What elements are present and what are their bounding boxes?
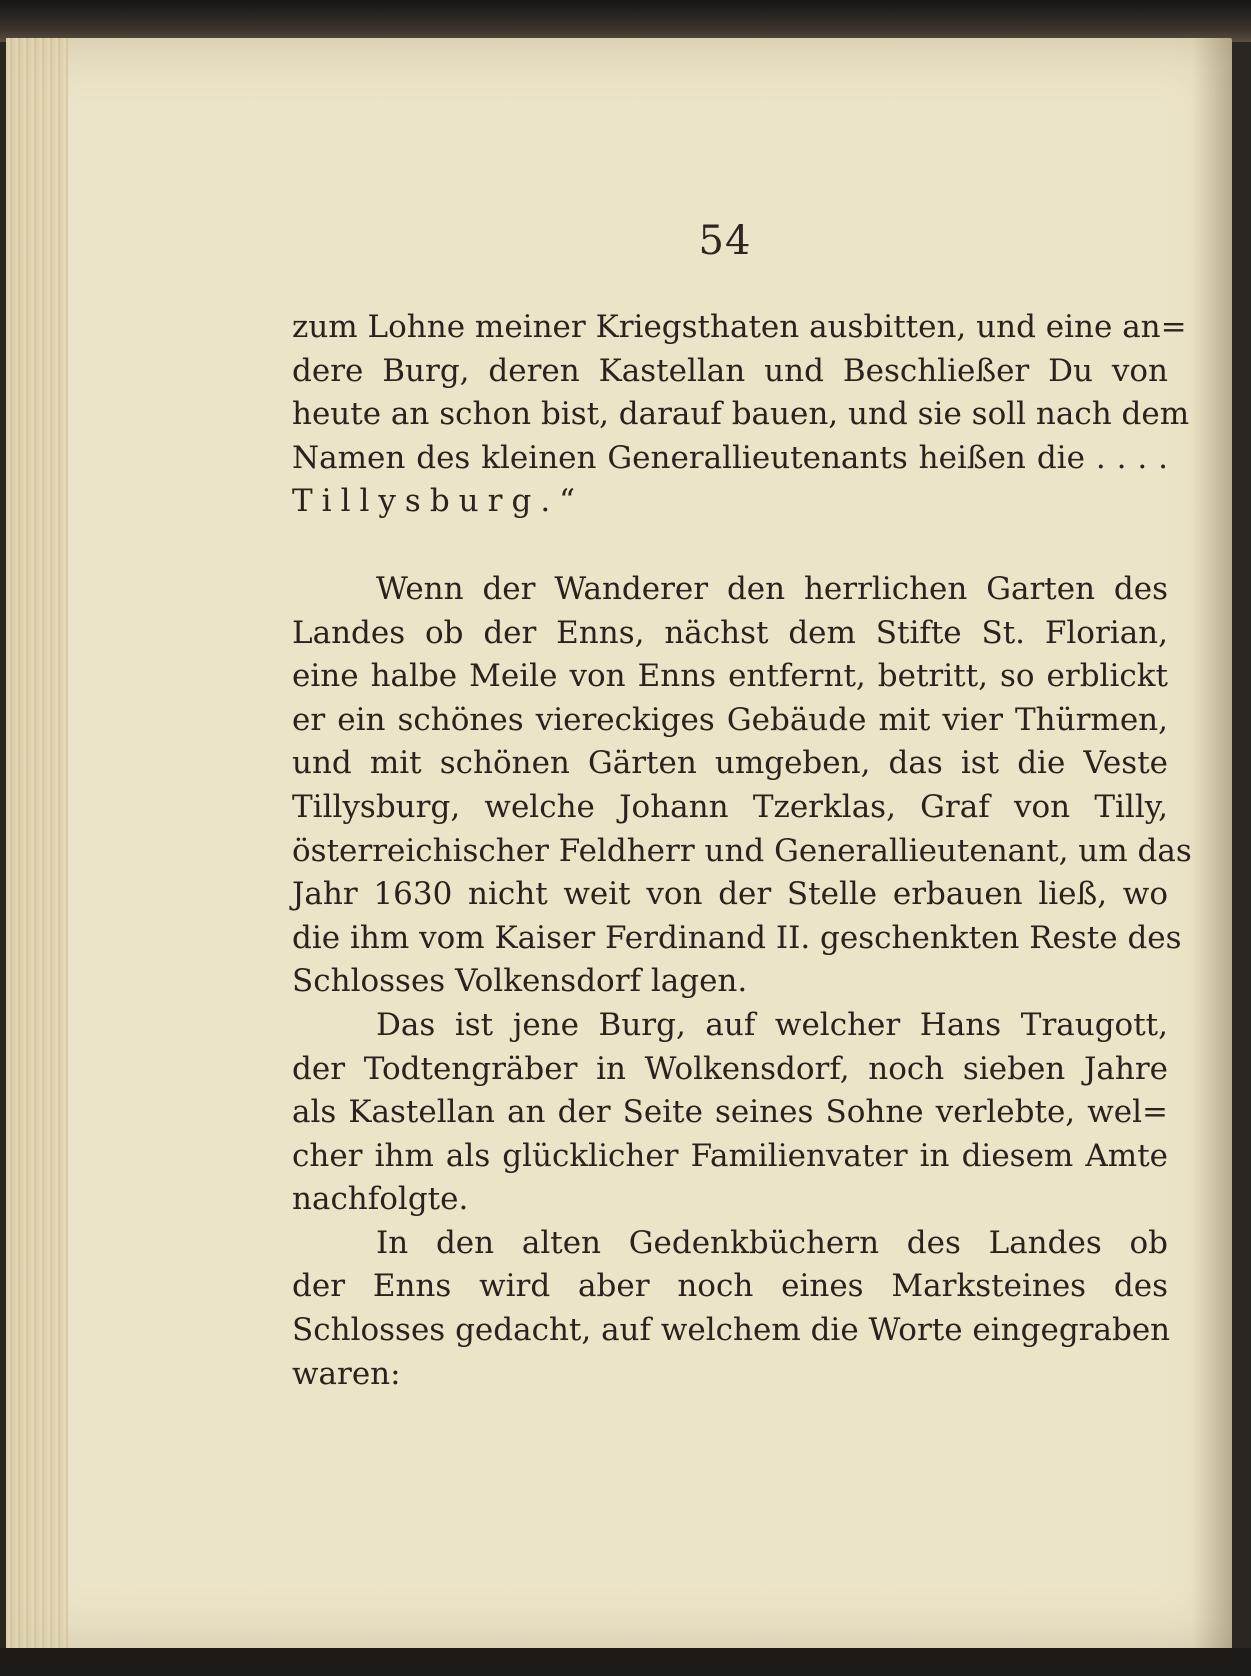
text-line: österreichischer Feldherr und Generallieutenant, um das bbox=[292, 832, 1192, 869]
text-line: als Kastellan an der Seite seines Sohne verlebte, wel= bbox=[292, 1094, 1168, 1131]
text-line: Tillysburg, welche Johann Tzerklas, Graf von Tilly, bbox=[292, 788, 1168, 825]
paragraph-gap bbox=[292, 524, 1168, 568]
text-line: waren: bbox=[292, 1355, 401, 1392]
spine-shadow bbox=[1192, 38, 1232, 1652]
text-line: In den alten Gedenkbüchern des Landes ob bbox=[376, 1224, 1168, 1261]
page-stack-edges bbox=[6, 38, 68, 1652]
text-line: Namen des kleinen Generallieutenants heißen die . . . . bbox=[292, 439, 1168, 476]
book-top-edge bbox=[0, 0, 1251, 42]
text-line: Schlosses gedacht, auf welchem die Worte eingegraben bbox=[292, 1312, 1171, 1349]
text-line: zum Lohne meiner Kriegsthaten ausbitten, und eine an= bbox=[292, 309, 1187, 345]
text-line: Wenn der Wanderer den herrlichen Garten des bbox=[376, 570, 1168, 607]
text-line: der Enns wird aber noch eines Marksteines des bbox=[292, 1268, 1168, 1305]
text-line: Landes ob der Enns, nächst dem Stifte St. Florian, bbox=[292, 614, 1168, 651]
text-line: cher ihm als glücklicher Familienvater in diesem Amte bbox=[292, 1137, 1168, 1174]
text-line: Schlosses Volkensdorf lagen. bbox=[292, 963, 748, 1000]
text-line: der Todtengräber in Wolkensdorf, noch sieben Jahre bbox=[292, 1050, 1168, 1087]
text-line: Jahr 1630 nicht weit von der Stelle erbauen ließ, wo bbox=[292, 876, 1168, 913]
text-line: Tillysburg.“ bbox=[292, 483, 585, 520]
text-line: dere Burg, deren Kastellan und Beschließer Du von bbox=[292, 352, 1168, 389]
text-line: Das ist jene Burg, auf welcher Hans Traugott, bbox=[376, 1006, 1168, 1043]
text-line: nachfolgte. bbox=[292, 1181, 469, 1218]
page-number: 54 bbox=[698, 218, 752, 264]
text-line: eine halbe Meile von Enns entfernt, betritt, so erblickt bbox=[292, 658, 1168, 695]
text-block bbox=[292, 306, 1192, 1396]
text-line: heute an schon bist, darauf bauen, und sie soll nach dem bbox=[292, 396, 1190, 433]
book-bottom-edge bbox=[0, 1648, 1251, 1676]
text-line: die ihm vom Kaiser Ferdinand II. geschenkten Reste des bbox=[292, 919, 1182, 956]
text-line: und mit schönen Gärten umgeben, das ist die Veste bbox=[292, 745, 1168, 782]
text-line: er ein schönes viereckiges Gebäude mit vier Thürmen, bbox=[292, 701, 1168, 738]
